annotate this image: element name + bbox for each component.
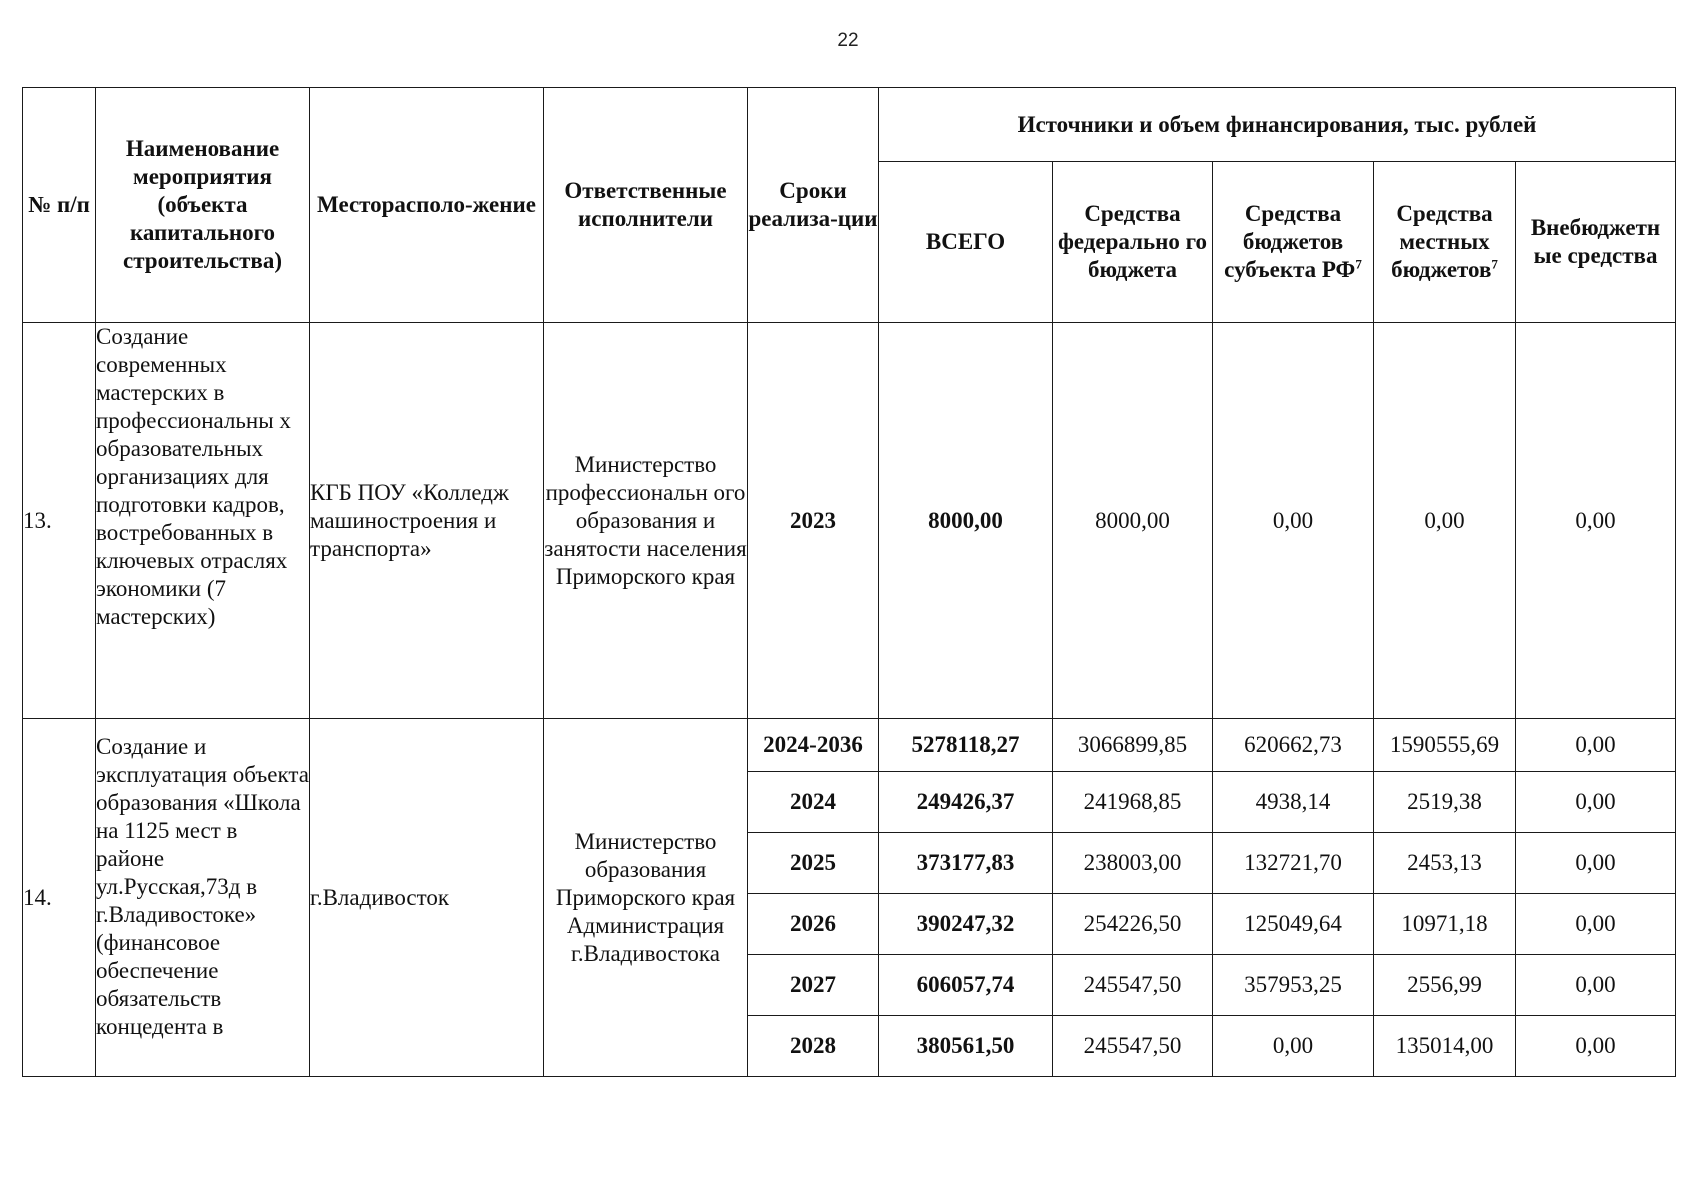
- local-amount: 135014,00: [1374, 1016, 1516, 1077]
- year: 2026: [748, 894, 879, 955]
- extra-amount: 0,00: [1516, 1016, 1676, 1077]
- header-extra: Внебюджетн ые средства: [1516, 162, 1676, 323]
- subject-amount: 0,00: [1213, 1016, 1374, 1077]
- header-local: [1374, 162, 1516, 323]
- federal-amount: 3066899,85: [1053, 719, 1213, 772]
- total-amount: 8000,00: [879, 323, 1053, 719]
- subject-amount: 4938,14: [1213, 772, 1374, 833]
- extra-amount: 0,00: [1516, 323, 1676, 719]
- local-amount: 1590555,69: [1374, 719, 1516, 772]
- header-location: Месторасполо-жение: [310, 88, 544, 323]
- location: г.Владивосток: [310, 719, 544, 1077]
- event-name: Создание современных мастерских в профессиональны х образовательных организациях для подготовки кадров, востребованных в ключевых отраслях экономики (7 мастерских): [96, 323, 310, 719]
- header-total: ВСЕГО: [879, 162, 1053, 323]
- row-number: 14.: [23, 719, 96, 1077]
- row-number: 13.: [23, 323, 96, 719]
- federal-amount: 241968,85: [1053, 772, 1213, 833]
- header-terms: Сроки реализа-ции: [748, 88, 879, 323]
- header-federal: Средства федерально го бюджета: [1053, 162, 1213, 323]
- extra-amount: 0,00: [1516, 772, 1676, 833]
- federal-amount: 238003,00: [1053, 833, 1213, 894]
- footnote-mark: 7: [1355, 256, 1362, 272]
- year: 2024-2036: [748, 719, 879, 772]
- extra-amount: 0,00: [1516, 955, 1676, 1016]
- financing-table: [22, 87, 1676, 1077]
- federal-amount: 245547,50: [1053, 955, 1213, 1016]
- total-amount: 249426,37: [879, 772, 1053, 833]
- table-row: [23, 323, 1676, 719]
- page-number: 22: [837, 30, 859, 51]
- total-amount: 380561,50: [879, 1016, 1053, 1077]
- executors: Министерство образования Приморского края Администрация г.Владивостока: [544, 719, 748, 1077]
- header-subject-text: Средства бюджетов субъекта РФ: [1224, 201, 1356, 282]
- extra-amount: 0,00: [1516, 833, 1676, 894]
- header-name: Наименование мероприятия (объекта капитального строительства): [96, 88, 310, 323]
- subject-amount: 357953,25: [1213, 955, 1374, 1016]
- total-amount: 5278118,27: [879, 719, 1053, 772]
- local-amount: 10971,18: [1374, 894, 1516, 955]
- year: 2027: [748, 955, 879, 1016]
- subject-amount: 620662,73: [1213, 719, 1374, 772]
- location: КГБ ПОУ «Колледж машиностроения и транспорта»: [310, 323, 544, 719]
- year: 2024: [748, 772, 879, 833]
- header-local-text: Средства местных бюджетов: [1391, 201, 1493, 282]
- header-sources: Источники и объем финансирования, тыс. рублей: [879, 88, 1676, 162]
- extra-amount: 0,00: [1516, 894, 1676, 955]
- header-executors: Ответственные исполнители: [544, 88, 748, 323]
- extra-amount: 0,00: [1516, 719, 1676, 772]
- local-amount: 2519,38: [1374, 772, 1516, 833]
- event-name: Создание и эксплуатация объекта образования «Школа на 1125 мест в районе ул.Русская,73д в г.Владивостоке» (финансовое обеспечение обязательств концедента в: [96, 719, 310, 1077]
- table-row: [23, 719, 1676, 772]
- year: 2028: [748, 1016, 879, 1077]
- executors: Министерство профессиональн ого образования и занятости населения Приморского края: [544, 323, 748, 719]
- subject-amount: 0,00: [1213, 323, 1374, 719]
- year: 2025: [748, 833, 879, 894]
- total-amount: 373177,83: [879, 833, 1053, 894]
- subject-amount: 125049,64: [1213, 894, 1374, 955]
- footnote-mark: 7: [1491, 256, 1498, 272]
- year: 2023: [748, 323, 879, 719]
- header-subject: [1213, 162, 1374, 323]
- federal-amount: 8000,00: [1053, 323, 1213, 719]
- header-num: № п/п: [23, 88, 96, 323]
- subject-amount: 132721,70: [1213, 833, 1374, 894]
- local-amount: 2453,13: [1374, 833, 1516, 894]
- header-row: [23, 88, 1676, 162]
- federal-amount: 245547,50: [1053, 1016, 1213, 1077]
- federal-amount: 254226,50: [1053, 894, 1213, 955]
- total-amount: 390247,32: [879, 894, 1053, 955]
- local-amount: 0,00: [1374, 323, 1516, 719]
- local-amount: 2556,99: [1374, 955, 1516, 1016]
- total-amount: 606057,74: [879, 955, 1053, 1016]
